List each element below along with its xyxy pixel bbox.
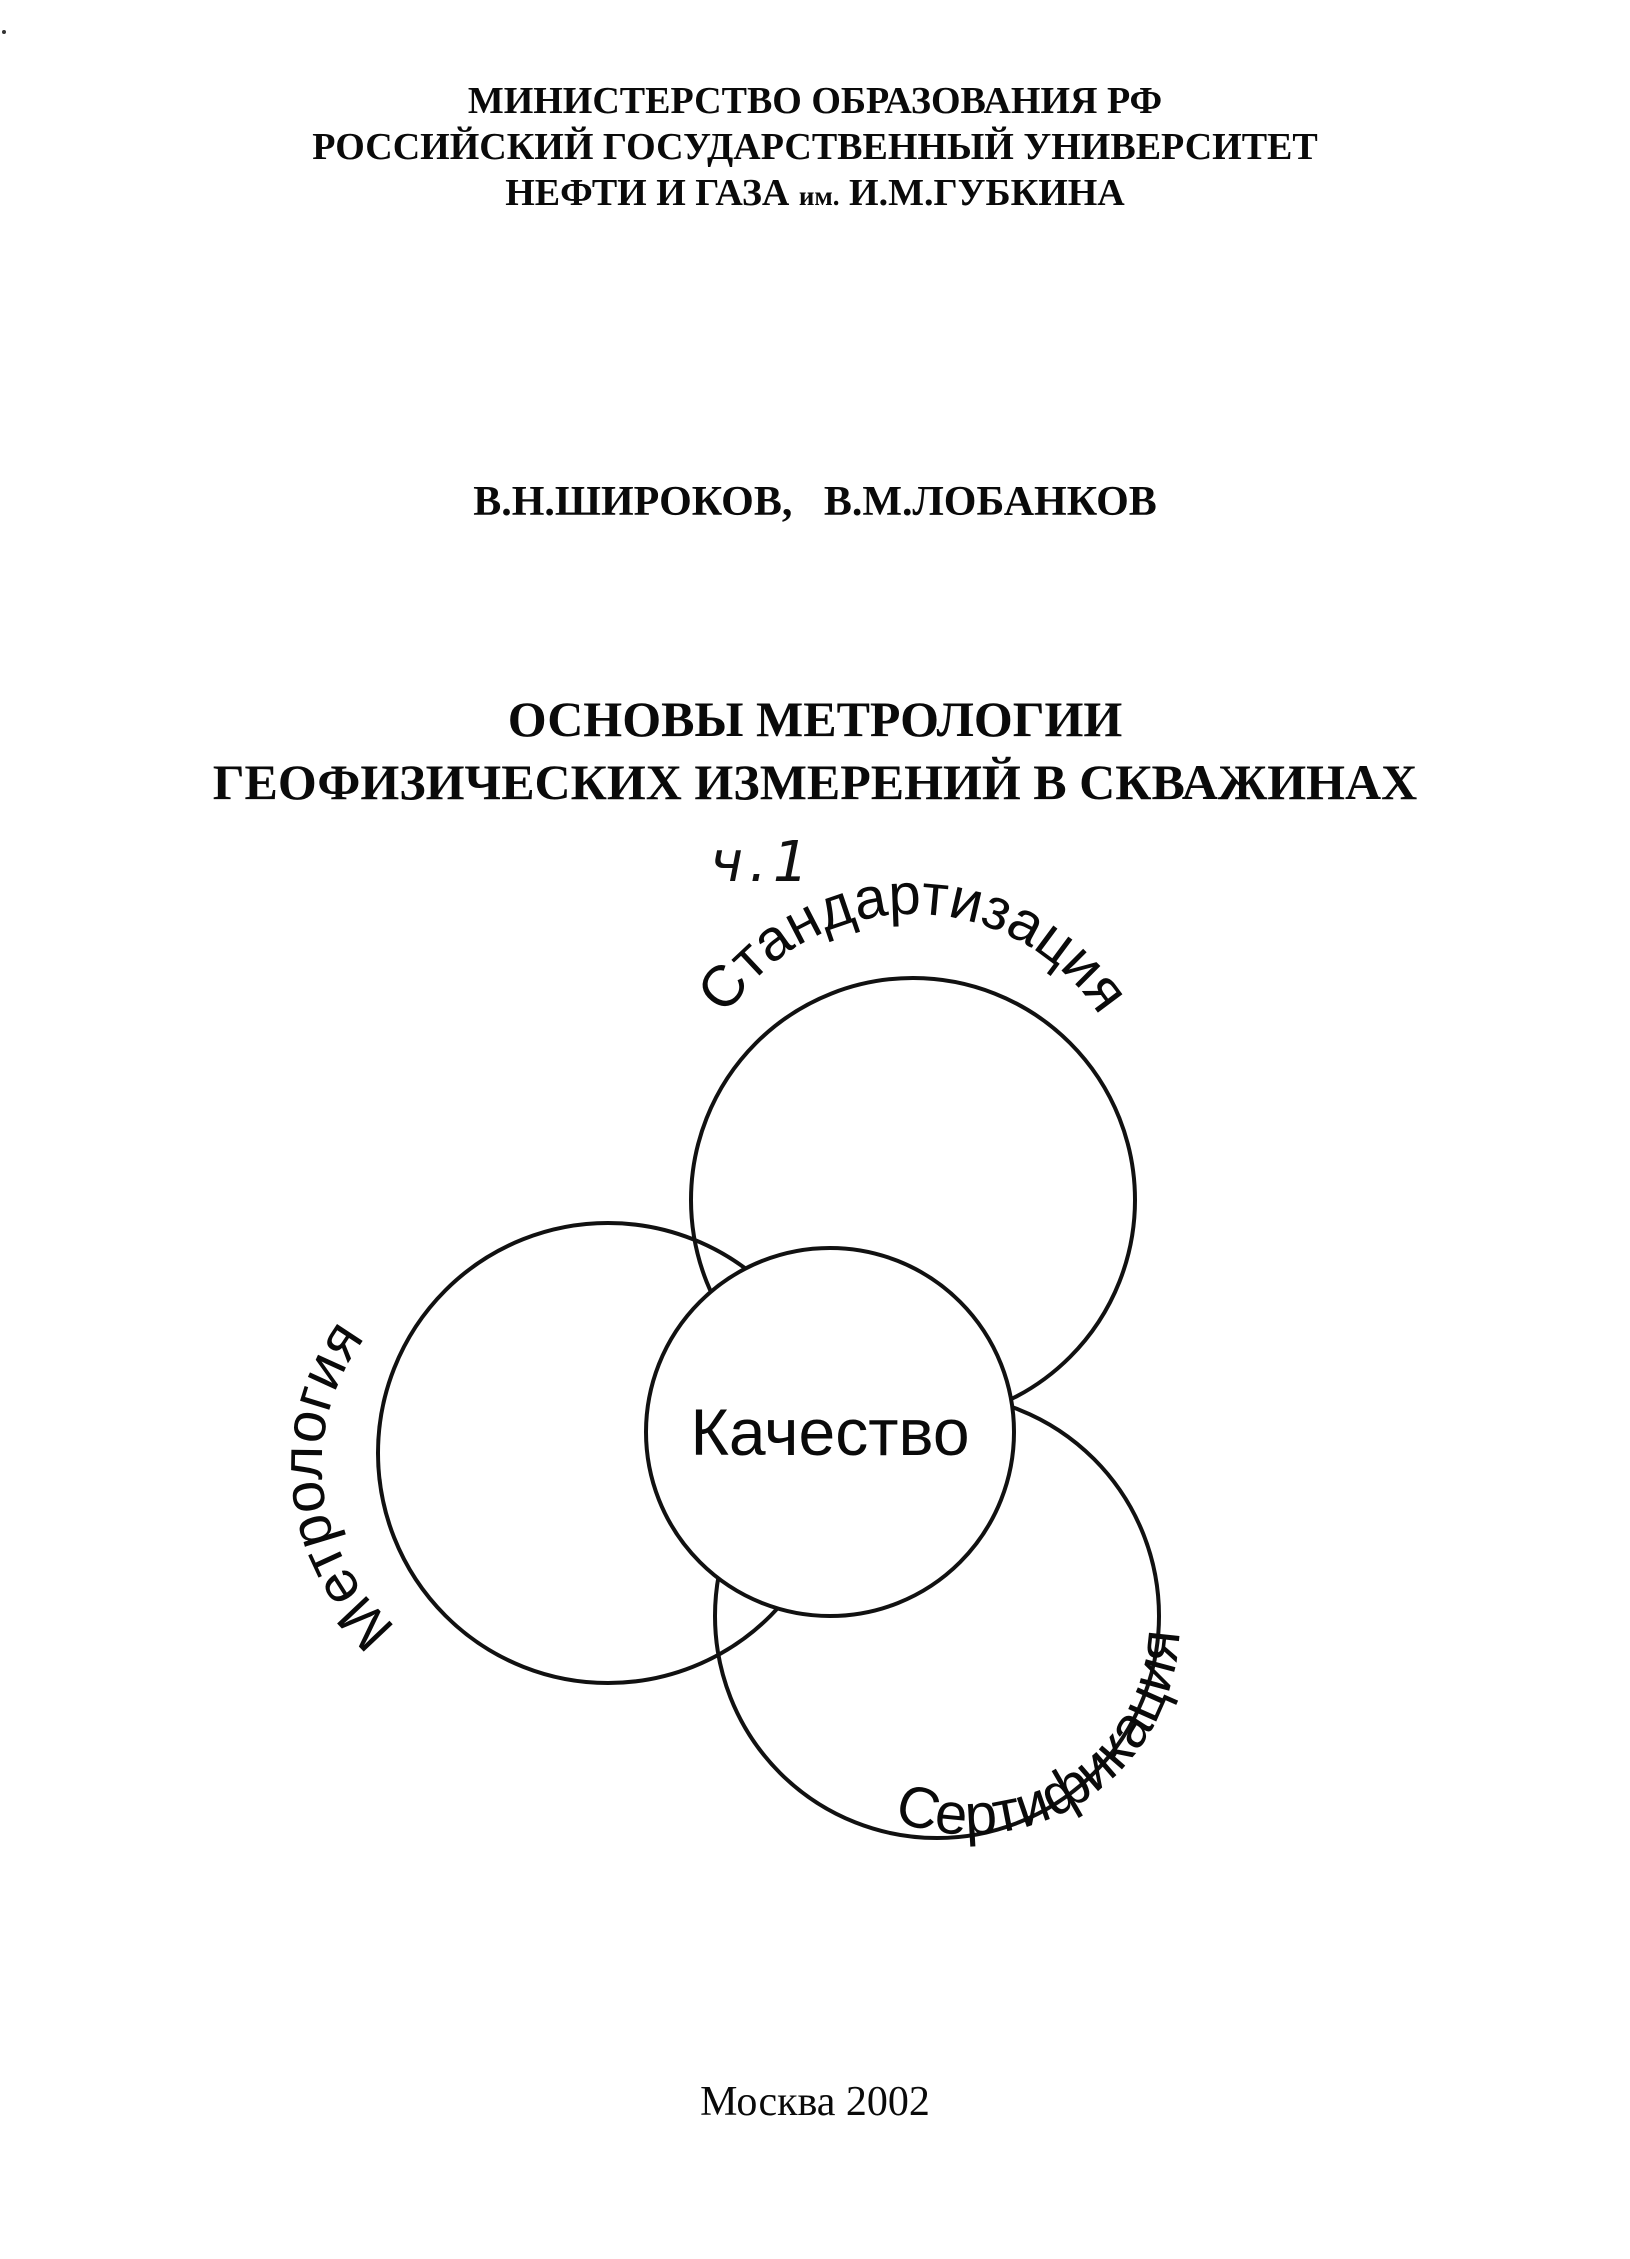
certification-label-text	[890, 1626, 1193, 1848]
book-title-line-2: ГЕОФИЗИЧЕСКИХ ИЗМЕРЕНИЙ В СКВАЖИНАХ	[212, 754, 1418, 810]
metrology-label: Метрология	[269, 1308, 406, 1664]
author-2: В.М.ЛОБАНКОВ	[823, 479, 1157, 525]
university-name-part2: И.М.ГУБКИНА	[839, 172, 1125, 214]
author-1: В.Н.ШИРОКОВ,	[473, 479, 793, 525]
certification-label: Сертификация	[889, 1626, 1193, 1848]
city-year: Москва 2002	[700, 2079, 930, 2125]
university-line: РОССИЙСКИЙ ГОСУДАРСТВЕННЫЙ УНИВЕРСИТЕТ	[312, 126, 1318, 168]
university-name-part1: НЕФТИ И ГАЗА	[505, 172, 799, 214]
standardization-label-text	[684, 862, 1142, 1024]
handwritten-part-number: ч.1	[710, 830, 815, 895]
book-title-line-1: ОСНОВЫ МЕТРОЛОГИИ	[507, 691, 1123, 747]
metrology-label-text	[270, 1309, 406, 1663]
ministry-line: МИНИСТЕРСТВО ОБРАЗОВАНИЯ РФ	[467, 80, 1163, 122]
university-name-im: им.	[798, 181, 840, 211]
quality-label: Качество	[690, 1395, 970, 1469]
standardization-label: Стандартизация	[684, 861, 1142, 1024]
